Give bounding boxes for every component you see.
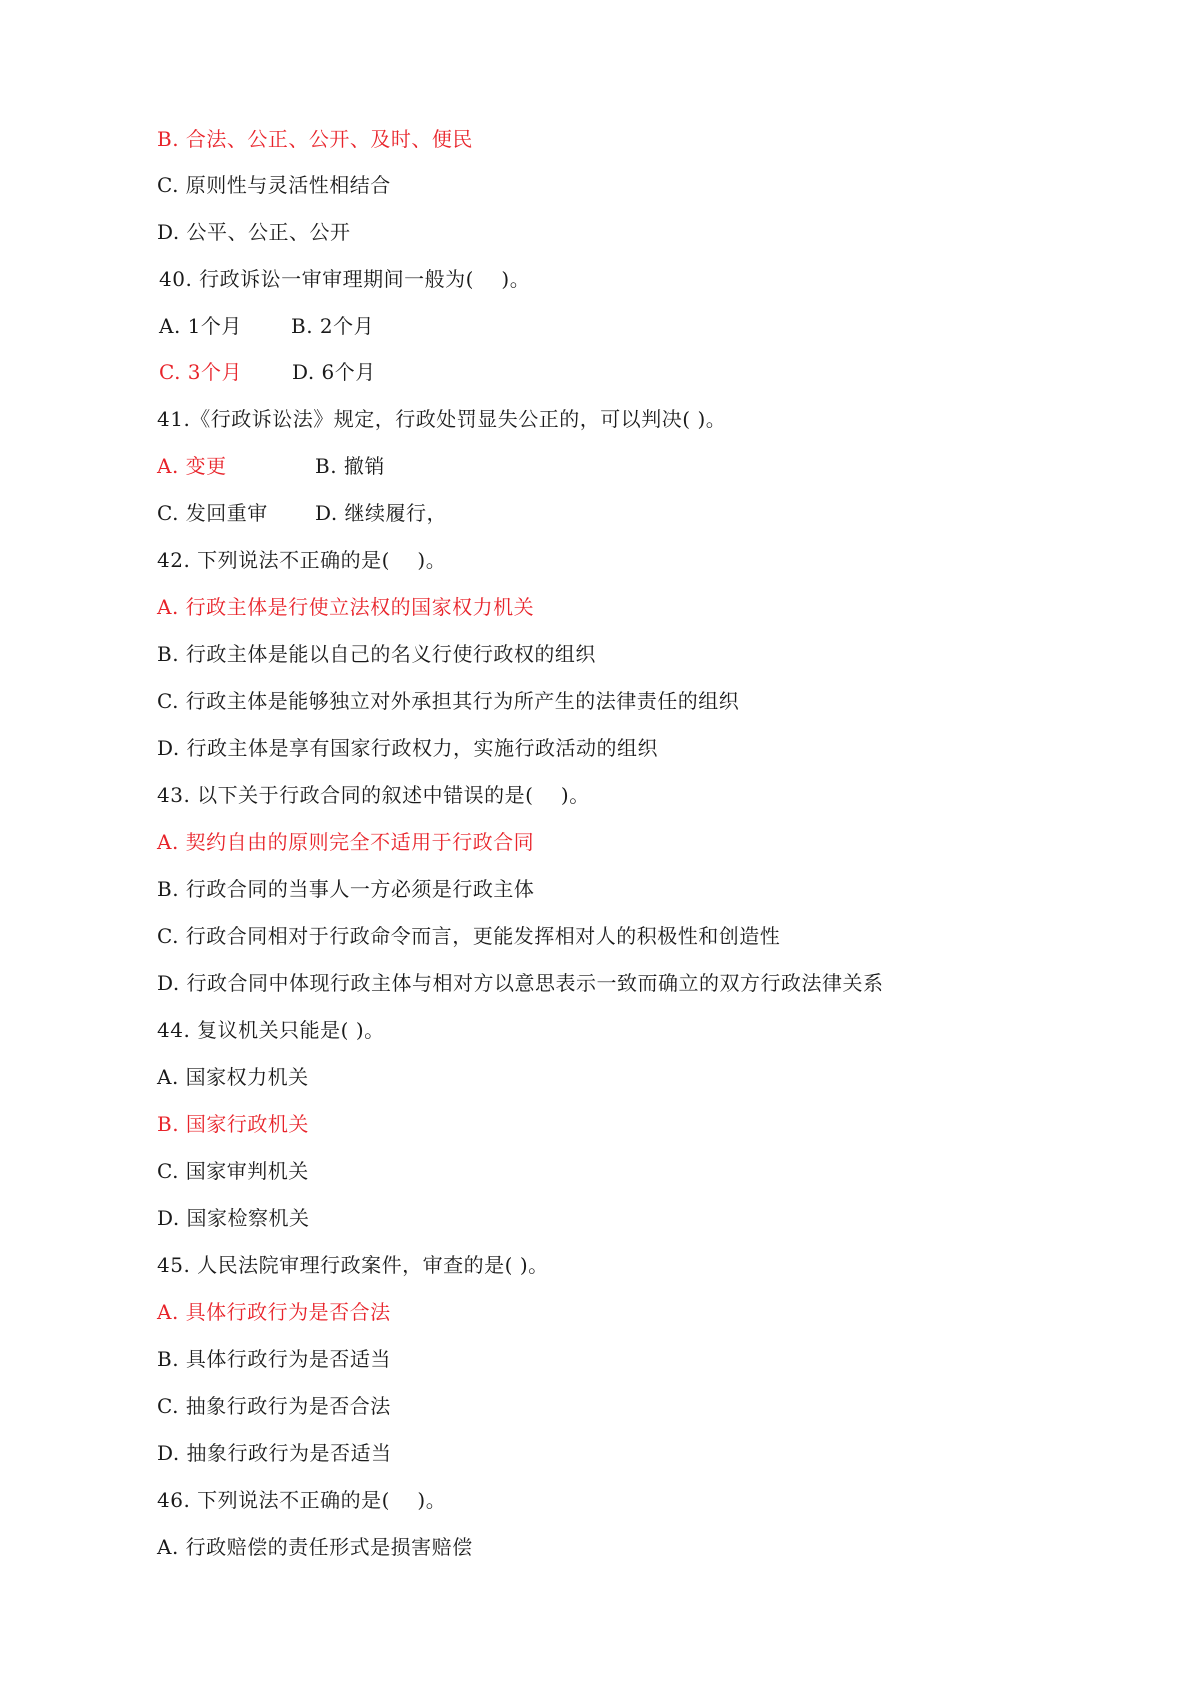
option-43-a-answer: A. 契约自由的原则完全不适用于行政合同 xyxy=(157,830,535,854)
option-39-b-answer: B. 合法、公正、公开、及时、便民 xyxy=(157,127,473,151)
option-40-c-answer: C. 3个月 xyxy=(159,360,243,384)
option-43-c: C. 行政合同相对于行政命令而言，更能发挥相对人的积极性和创造性 xyxy=(157,924,781,948)
option-43-b: B. 行政合同的当事人一方必须是行政主体 xyxy=(157,877,535,901)
option-40-a: A. 1个月 xyxy=(159,314,242,338)
question-45: 45. 人民法院审理行政案件，审查的是( )。 xyxy=(157,1253,549,1277)
option-44-c: C. 国家审判机关 xyxy=(157,1159,309,1183)
option-42-d: D. 行政主体是享有国家行政权力，实施行政活动的组织 xyxy=(157,736,659,760)
option-41-c: C. 发回重审 xyxy=(157,501,268,525)
question-40: 40. 行政诉讼一审审理期间一般为( )。 xyxy=(159,267,531,291)
option-42-b: B. 行政主体是能以自己的名义行使行政权的组织 xyxy=(157,642,596,666)
option-45-c: C. 抽象行政行为是否合法 xyxy=(157,1394,391,1418)
question-41: 41.《行政诉讼法》规定，行政处罚显失公正的，可以判决( )。 xyxy=(157,407,727,431)
option-43-d: D. 行政合同中体现行政主体与相对方以意思表示一致而确立的双方行政法律关系 xyxy=(157,971,884,995)
option-45-b: B. 具体行政行为是否适当 xyxy=(157,1347,391,1371)
option-44-b-answer: B. 国家行政机关 xyxy=(157,1112,309,1136)
question-44: 44. 复议机关只能是( )。 xyxy=(157,1018,385,1042)
question-40-options-row-1 xyxy=(159,311,375,341)
question-41-options-row-1 xyxy=(157,451,385,481)
question-40-options-row-2 xyxy=(159,357,376,387)
option-42-a-answer: A. 行政主体是行使立法权的国家权力机关 xyxy=(157,595,535,619)
option-40-d: D. 6个月 xyxy=(292,360,376,384)
option-45-a-answer: A. 具体行政行为是否合法 xyxy=(157,1300,391,1324)
option-41-a-answer: A. 变更 xyxy=(157,454,227,478)
option-46-a: A. 行政赔偿的责任形式是损害赔偿 xyxy=(157,1535,473,1559)
question-43: 43. 以下关于行政合同的叙述中错误的是( )。 xyxy=(157,783,590,807)
option-45-d: D. 抽象行政行为是否适当 xyxy=(157,1441,392,1465)
option-41-d: D. 继续履行， xyxy=(315,501,448,525)
option-44-a: A. 国家权力机关 xyxy=(157,1065,309,1089)
option-41-b: B. 撤销 xyxy=(315,454,385,478)
option-40-b: B. 2个月 xyxy=(291,314,375,338)
option-39-c: C. 原则性与灵活性相结合 xyxy=(157,173,391,197)
option-42-c: C. 行政主体是能够独立对外承担其行为所产生的法律责任的组织 xyxy=(157,689,740,713)
option-39-d: D. 公平、公正、公开 xyxy=(157,220,351,244)
option-44-d: D. 国家检察机关 xyxy=(157,1206,310,1230)
question-42: 42. 下列说法不正确的是( )。 xyxy=(157,548,447,572)
question-41-options-row-2 xyxy=(157,498,448,528)
question-46: 46. 下列说法不正确的是( )。 xyxy=(157,1488,447,1512)
